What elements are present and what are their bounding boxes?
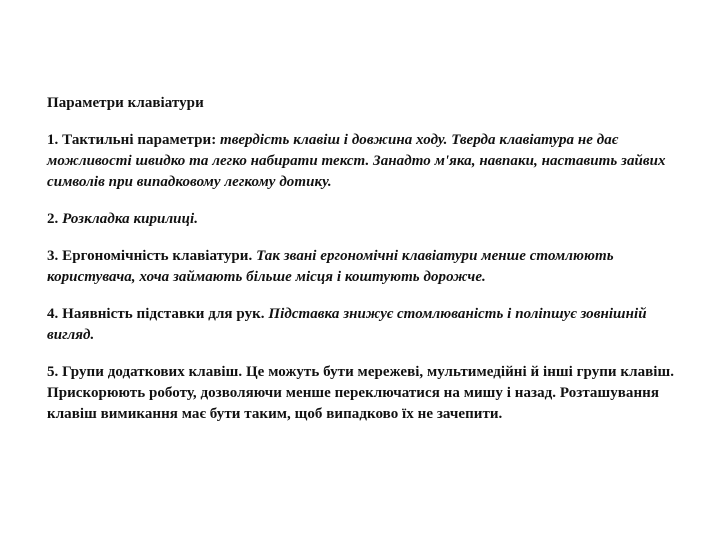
list-item-3 <box>47 246 675 288</box>
list-item-1 <box>47 130 675 193</box>
item-number: 5. <box>47 364 63 380</box>
item-text: твердість клавіш і довжина ходу. Тверда клавіатура не дає можливості швидко та легко набирати текст. Занадто м'яка, навпаки, наставить зайвих символів при випадковому легкому дотику. <box>47 132 666 190</box>
item-number: 2. <box>47 211 63 227</box>
list-item-2 <box>47 209 675 230</box>
item-lead: Наявність підставки для рук. <box>62 306 269 322</box>
document-title: Параметри клавіатури <box>47 95 204 111</box>
item-lead: Групи додаткових клавіш. <box>62 364 246 380</box>
list-item-5 <box>47 362 675 425</box>
item-number: 3. <box>47 248 63 264</box>
item-text: Підставка знижує стомлюваність і поліпшує зовнішній вигляд. <box>47 306 647 343</box>
item-text: Це можуть бути мережеві, мультимедійні й інші групи клавіш. Прискорюють роботу, дозволяючи менше переключатися на мишу і назад. Розташування клавіш вимикання має бути таким, щоб випадково їх не зачепити. <box>47 364 675 422</box>
item-text: Розкладка кирилиці. <box>62 211 198 227</box>
item-lead: Тактильні параметри: <box>62 132 221 148</box>
list-item-4 <box>47 304 675 346</box>
item-lead: Ергономічність клавіатури. <box>62 248 257 264</box>
item-number: 1. <box>47 132 63 148</box>
item-text: Так звані ергономічні клавіатури менше стомлюють користувача, хоча займають більше місця і коштують дорожче. <box>47 248 614 285</box>
slide-content <box>47 93 675 441</box>
item-number: 4. <box>47 306 63 322</box>
